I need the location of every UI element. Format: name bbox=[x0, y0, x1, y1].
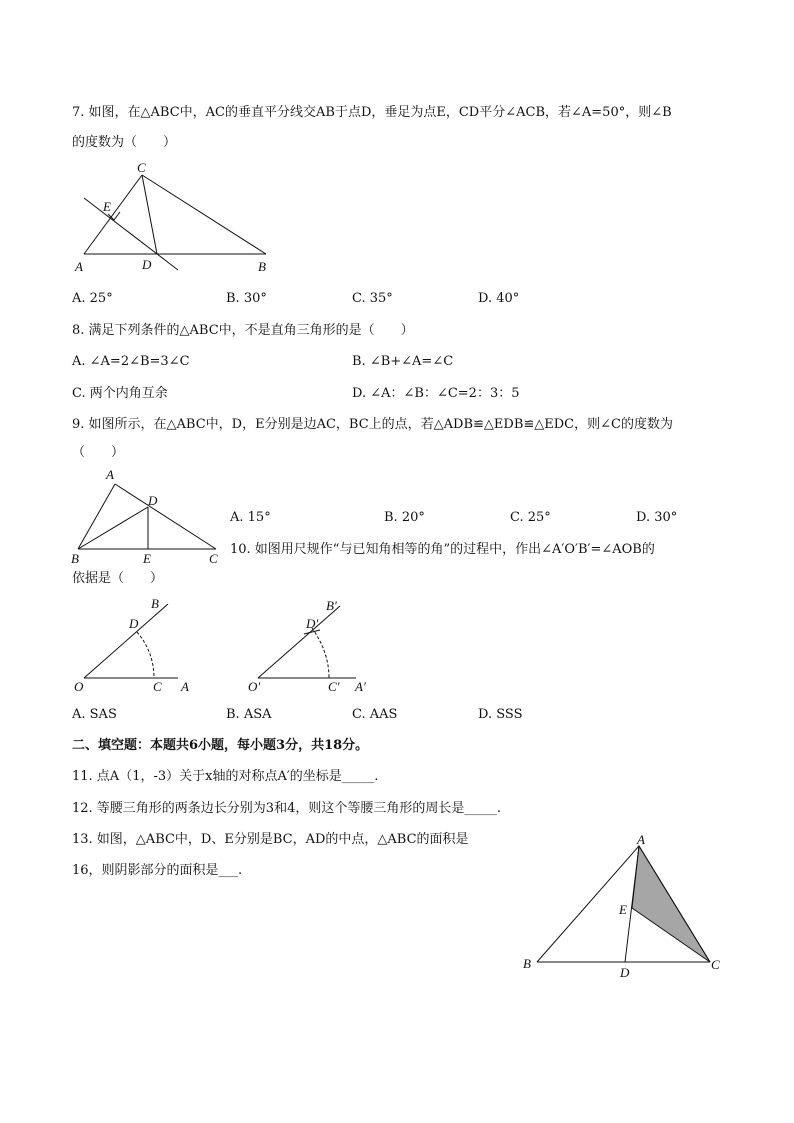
q13-label-d: D bbox=[620, 965, 630, 980]
q10-label-a: A bbox=[181, 679, 189, 694]
q10-label-o: O bbox=[74, 679, 84, 694]
q13-stem-line2: 16，则阴影部分的面积是___. bbox=[72, 863, 243, 878]
q10-stem-line1: 10. 如图用尺规作“与已知角相等的角”的过程中，作出∠A′O′B′=∠AOB的 bbox=[230, 542, 655, 557]
q7-figure bbox=[70, 160, 280, 275]
q7-line-cd bbox=[142, 175, 157, 254]
q8-option-b[interactable]: B. ∠B+∠A=∠C bbox=[352, 354, 454, 369]
q11-text: 11. 点A（1，-3）关于x轴的对称点A′的坐标是_____. bbox=[72, 769, 379, 784]
q13-label-e: E bbox=[619, 902, 627, 917]
q13-stem-line1: 13. 如图，△ABC中，D、E分别是BC，AD的中点，△ABC的面积是 bbox=[72, 832, 469, 847]
q9-stem-line2: （ ） bbox=[72, 445, 125, 460]
q10-option-b[interactable]: B. ASA bbox=[226, 707, 272, 722]
q7-label-a: A bbox=[75, 259, 83, 274]
q8-option-a[interactable]: A. ∠A=2∠B=3∠C bbox=[72, 354, 190, 369]
q10-label-d: D bbox=[129, 616, 139, 631]
q13-figure bbox=[515, 832, 730, 982]
q8-option-c[interactable]: C. 两个内角互余 bbox=[72, 386, 168, 401]
q13-label-a: A bbox=[637, 832, 645, 847]
q10-arc-c2d2 bbox=[312, 628, 329, 678]
q10-option-d[interactable]: D. SSS bbox=[478, 707, 523, 722]
q9-option-d[interactable]: D. 30° bbox=[636, 510, 678, 525]
q7-line-cb bbox=[142, 175, 266, 254]
q7-option-b[interactable]: B. 30° bbox=[226, 291, 267, 306]
q10-label-c-prime: C′ bbox=[328, 679, 340, 694]
q7-option-d[interactable]: D. 40° bbox=[478, 291, 520, 306]
q13-shaded-triangle bbox=[632, 846, 710, 962]
q10-option-c[interactable]: C. AAS bbox=[352, 707, 398, 722]
q10-label-b-prime: B′ bbox=[326, 598, 337, 613]
q9-stem-line1: 9. 如图所示，在△ABC中，D，E分别是边AC，BC上的点，若△ADB≌△EDB≌△EDC，则∠C的度数为 bbox=[72, 417, 673, 432]
q7-line-ac bbox=[84, 175, 142, 254]
q7-option-c[interactable]: C. 35° bbox=[352, 291, 393, 306]
section-heading-fill-in: 二、填空题：本题共6小题，每小题3分，共18分。 bbox=[72, 738, 369, 753]
q9-option-c[interactable]: C. 25° bbox=[510, 510, 551, 525]
q9-option-a[interactable]: A. 15° bbox=[230, 510, 271, 525]
q9-figure bbox=[66, 466, 230, 570]
q9-line-ab bbox=[78, 484, 115, 549]
q9-label-e: E bbox=[143, 551, 151, 566]
q10-label-b: B bbox=[151, 596, 159, 611]
q7-label-c: C bbox=[137, 160, 146, 175]
q13-label-c: C bbox=[711, 957, 720, 972]
q10-label-o-prime: O′ bbox=[248, 679, 261, 694]
q7-label-b: B bbox=[258, 259, 266, 274]
q7-label-e: E bbox=[103, 199, 111, 214]
q9-line-ac bbox=[115, 484, 216, 549]
q7-option-a[interactable]: A. 25° bbox=[72, 291, 113, 306]
q10-option-a[interactable]: A. SAS bbox=[72, 707, 117, 722]
q10-label-d-prime: D′ bbox=[306, 616, 319, 631]
q12-text: 12. 等腰三角形的两条边长分别为3和4，则这个等腰三角形的周长是_____. bbox=[72, 801, 501, 816]
q9-label-c: C bbox=[209, 551, 218, 566]
q7-label-d: D bbox=[142, 257, 152, 272]
q9-label-d: D bbox=[148, 493, 158, 508]
q10-ray-ob bbox=[84, 604, 168, 678]
q7-stem-line2: 的度数为（ ） bbox=[72, 135, 177, 150]
q8-stem: 8. 满足下列条件的△ABC中，不是直角三角形的是（ ） bbox=[72, 323, 414, 338]
q10-label-c: C bbox=[153, 679, 162, 694]
q10-stem-line2: 依据是（ ） bbox=[72, 571, 164, 586]
q8-option-d[interactable]: D. ∠A：∠B：∠C=2：3：5 bbox=[352, 386, 520, 401]
q7-stem-line1: 7. 如图，在△ABC中，AC的垂直平分线交AB于点D，垂足为点E，CD平分∠ACB，若∠A=50°，则∠B bbox=[72, 105, 672, 120]
q9-line-bd bbox=[78, 507, 148, 549]
q9-label-a: A bbox=[106, 467, 114, 482]
q10-figure-original-angle bbox=[70, 596, 210, 696]
q9-option-b[interactable]: B. 20° bbox=[384, 510, 425, 525]
q13-label-b: B bbox=[523, 956, 531, 971]
q10-label-a-prime: A′ bbox=[355, 679, 366, 694]
q10-figure-constructed-angle bbox=[244, 596, 384, 696]
q9-label-b: B bbox=[71, 551, 79, 566]
q10-ray-o2b2 bbox=[258, 606, 340, 678]
q10-arc-cd bbox=[137, 632, 154, 678]
